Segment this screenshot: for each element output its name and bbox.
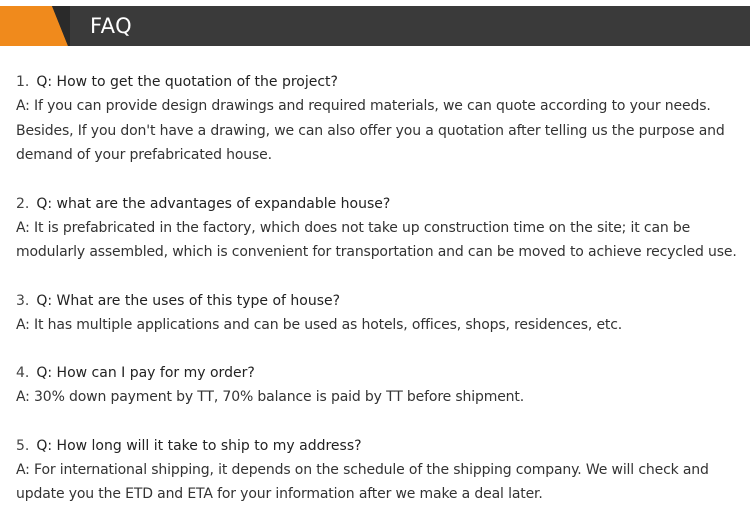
faq-question-text: Q: what are the advantages of expandable house? (36, 195, 391, 212)
faq-list (16, 70, 746, 531)
faq-answer: A: If you can provide design drawings and required materials, we can quote according to your needs. Besides, If you don't have a drawing, we can also offer you a quotation after telling us the purpose and demand of your prefabricated house. (16, 98, 725, 163)
faq-number: 5. (16, 437, 30, 454)
faq-number: 2. (16, 195, 30, 212)
faq-answer: A: It is prefabricated in the factory, which does not take up construction time on the site; it can be modularly assembled, which is convenient for transportation and can be moved to achieve recycled use. (16, 219, 737, 260)
faq-number: 3. (16, 292, 30, 309)
faq-question (16, 361, 746, 385)
faq-answer: A: It has multiple applications and can be used as hotels, offices, shops, residences, etc. (16, 316, 623, 333)
faq-question-text: Q: How long will it take to ship to my address? (36, 437, 362, 454)
faq-item (16, 361, 746, 410)
faq-item (16, 192, 746, 265)
faq-question (16, 70, 746, 94)
faq-number: 1. (16, 74, 30, 90)
faq-item (16, 70, 746, 168)
faq-question (16, 192, 746, 216)
faq-question (16, 434, 746, 458)
page-title: FAQ (90, 14, 133, 38)
faq-question-text: Q: How to get the quotation of the project? (36, 74, 338, 90)
faq-number: 4. (16, 365, 30, 381)
faq-item (16, 289, 746, 338)
faq-question-text: Q: What are the uses of this type of house? (36, 292, 341, 309)
faq-header-bar (0, 6, 750, 46)
faq-answer: A: 30% down payment by TT, 70% balance is paid by TT before shipment. (16, 389, 525, 405)
faq-question (16, 289, 746, 313)
faq-item (16, 434, 746, 507)
faq-question-text: Q: How can I pay for my order? (36, 365, 255, 381)
faq-answer: A: For international shipping, it depends on the schedule of the shipping company. We will check and update you the ETD and ETA for your information after we make a deal later. (16, 461, 709, 502)
